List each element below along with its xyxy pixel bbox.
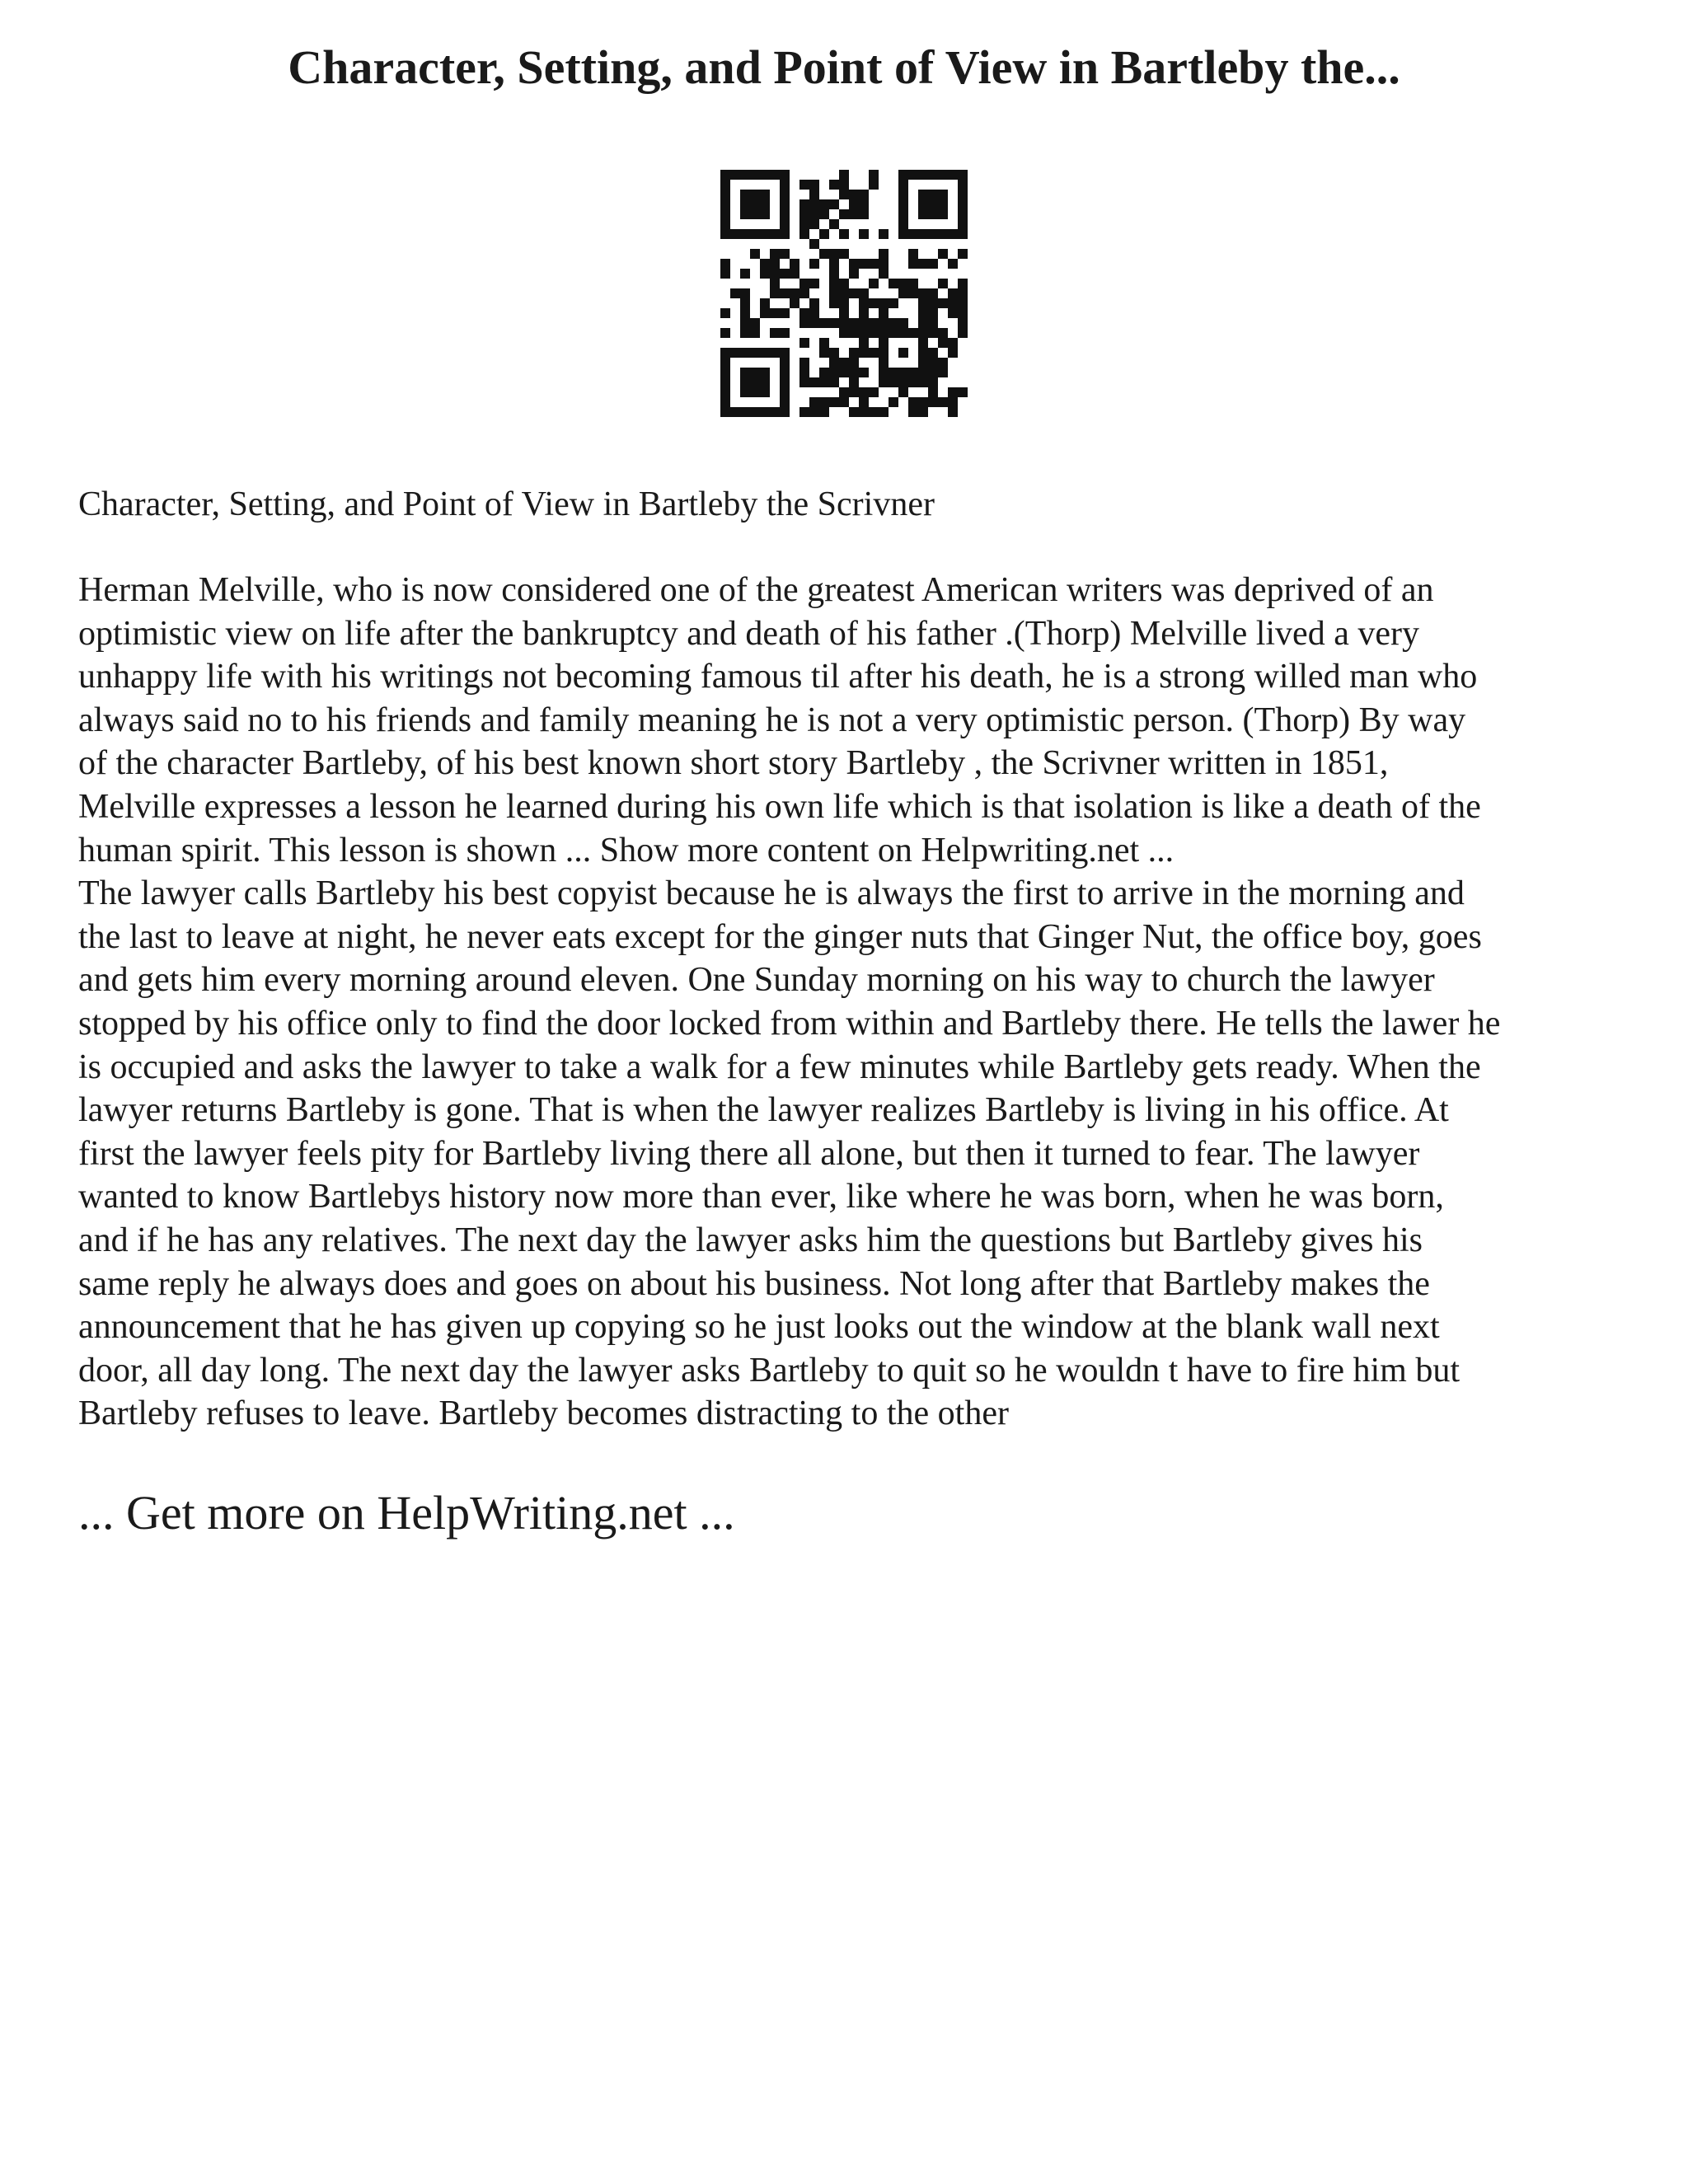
qr-module <box>849 348 859 358</box>
qr-module <box>859 298 869 308</box>
qr-module <box>948 407 958 417</box>
paragraph-1 <box>78 569 1628 872</box>
qr-module <box>780 308 790 318</box>
qr-module <box>829 279 839 288</box>
qr-module <box>859 308 869 318</box>
qr-module <box>760 298 770 308</box>
qr-module <box>770 288 780 298</box>
qr-module <box>829 180 839 190</box>
qr-module <box>809 180 819 190</box>
qr-module <box>948 259 958 269</box>
qr-module <box>809 397 819 407</box>
qr-code-icon <box>720 170 968 417</box>
qr-module <box>849 209 859 219</box>
qr-module <box>859 190 869 199</box>
qr-module <box>879 269 889 279</box>
qr-module <box>829 358 839 368</box>
qr-module <box>879 377 889 387</box>
qr-module <box>799 288 809 298</box>
qr-module <box>839 328 849 338</box>
qr-module <box>809 219 819 229</box>
qr-module <box>938 397 948 407</box>
qr-module <box>928 368 938 377</box>
qr-module <box>770 279 780 288</box>
qr-module <box>869 348 879 358</box>
qr-module <box>790 288 799 298</box>
qr-module <box>839 180 849 190</box>
qr-module <box>958 279 968 288</box>
qr-module <box>928 397 938 407</box>
qr-module <box>750 318 760 328</box>
qr-module <box>809 318 819 328</box>
qr-module <box>869 407 879 417</box>
qr-module <box>849 199 859 209</box>
qr-module <box>760 269 770 279</box>
qr-module <box>829 318 839 328</box>
qr-module <box>809 407 819 417</box>
qr-module <box>720 259 730 269</box>
qr-module <box>839 279 849 288</box>
qr-module <box>958 249 968 259</box>
qr-module <box>908 259 918 269</box>
qr-module <box>958 308 968 318</box>
qr-module <box>898 348 908 358</box>
qr-module <box>859 288 869 298</box>
paragraph-line: and if he has any relatives. The next day the lawyer asks him the questions but Bartleby gives his <box>78 1221 1423 1259</box>
qr-module <box>819 348 829 358</box>
qr-module <box>740 190 770 219</box>
qr-module <box>889 377 898 387</box>
qr-module <box>829 259 839 269</box>
qr-module <box>809 239 819 249</box>
qr-module <box>918 259 928 269</box>
document-subtitle: Character, Setting, and Point of View in Bartleby the Scrivner <box>78 485 935 523</box>
qr-module <box>928 358 938 368</box>
qr-module <box>859 209 869 219</box>
qr-module <box>869 170 879 180</box>
qr-module <box>948 348 958 358</box>
qr-module <box>780 249 790 259</box>
qr-module <box>780 288 790 298</box>
qr-module <box>839 368 849 377</box>
qr-module <box>918 308 928 318</box>
qr-module <box>790 259 799 269</box>
qr-module <box>829 199 839 209</box>
qr-module <box>809 190 819 199</box>
qr-module <box>849 259 859 269</box>
qr-module <box>849 190 859 199</box>
qr-module <box>918 377 928 387</box>
qr-module <box>839 308 849 318</box>
qr-module <box>958 387 968 397</box>
qr-module <box>760 308 770 318</box>
qr-module <box>908 407 918 417</box>
qr-module <box>849 269 859 279</box>
qr-module <box>809 377 819 387</box>
qr-module <box>918 407 928 417</box>
qr-module <box>720 328 730 338</box>
qr-module <box>958 288 968 298</box>
qr-module <box>780 269 790 279</box>
qr-module <box>780 328 790 338</box>
paragraph-line: lawyer returns Bartleby is gone. That is when the lawyer realizes Bartleby is living in his office. At <box>78 1091 1449 1130</box>
qr-module <box>859 318 869 328</box>
qr-module <box>849 368 859 377</box>
qr-module <box>928 308 938 318</box>
qr-module <box>849 377 859 387</box>
qr-module <box>770 269 780 279</box>
qr-module <box>859 259 869 269</box>
qr-module <box>829 269 839 279</box>
qr-module <box>839 397 849 407</box>
qr-module <box>849 328 859 338</box>
qr-module <box>918 318 928 328</box>
qr-module <box>829 368 839 377</box>
qr-module <box>839 298 849 308</box>
qr-module <box>819 249 829 259</box>
qr-module <box>809 308 819 318</box>
qr-module <box>799 358 809 368</box>
qr-module <box>889 318 898 328</box>
paragraph-line: same reply he always does and goes on about his business. Not long after that Bartleby makes the <box>78 1264 1430 1303</box>
qr-module <box>839 358 849 368</box>
qr-module <box>928 259 938 269</box>
qr-module <box>938 298 948 308</box>
qr-module <box>799 229 809 239</box>
qr-module <box>859 229 869 239</box>
qr-module <box>908 249 918 259</box>
qr-module <box>819 209 829 219</box>
qr-module <box>869 298 879 308</box>
qr-module <box>908 279 918 288</box>
paragraph-line: human spirit. This lesson is shown ... Show more content on Helpwriting.net ... <box>78 831 1175 869</box>
qr-module <box>770 259 780 269</box>
qr-module <box>799 180 809 190</box>
qr-module <box>740 288 750 298</box>
qr-module <box>889 279 898 288</box>
qr-module <box>879 318 889 328</box>
qr-module <box>829 249 839 259</box>
paragraph-line: the last to leave at night, he never eats except for the ginger nuts that Ginger Nut, the office boy, goes <box>78 917 1482 956</box>
qr-module <box>770 328 780 338</box>
paragraph-line: The lawyer calls Bartleby his best copyist because he is always the first to arrive in the morning and <box>78 874 1465 913</box>
qr-module <box>839 209 849 219</box>
qr-module <box>948 308 958 318</box>
qr-module <box>839 249 849 259</box>
qr-module <box>898 377 908 387</box>
qr-module <box>928 348 938 358</box>
qr-module <box>908 377 918 387</box>
qr-module <box>928 387 938 397</box>
qr-module <box>750 328 760 338</box>
qr-module <box>918 298 928 308</box>
qr-module <box>948 288 958 298</box>
qr-module <box>740 298 750 308</box>
qr-module <box>879 229 889 239</box>
qr-module <box>750 249 760 259</box>
qr-module <box>799 377 809 387</box>
qr-module <box>839 288 849 298</box>
qr-module <box>859 348 869 358</box>
qr-module <box>928 328 938 338</box>
qr-module <box>799 209 809 219</box>
qr-module <box>849 318 859 328</box>
qr-module <box>740 368 770 397</box>
qr-code <box>720 170 968 417</box>
get-more-link[interactable]: ... Get more on HelpWriting.net ... <box>78 1486 735 1540</box>
qr-module <box>869 328 879 338</box>
qr-module <box>819 397 829 407</box>
qr-module <box>918 397 928 407</box>
paragraph-line: Herman Melville, who is now considered one of the greatest American writers was deprived of an <box>78 571 1434 609</box>
qr-module <box>879 407 889 417</box>
qr-module <box>819 368 829 377</box>
qr-module <box>859 338 869 348</box>
qr-module <box>740 328 750 338</box>
qr-module <box>819 229 829 239</box>
qr-module <box>918 288 928 298</box>
qr-module <box>859 387 869 397</box>
document-body <box>78 569 1628 1436</box>
paragraph-line: first the lawyer feels pity for Bartleby living there all alone, but then it turned to fear. The lawyer <box>78 1134 1420 1173</box>
qr-module <box>740 308 750 318</box>
qr-module <box>799 199 809 209</box>
qr-module <box>958 328 968 338</box>
qr-module <box>948 298 958 308</box>
paragraph-line: of the character Bartleby, of his best known short story Bartleby , the Scrivner written in 1851, <box>78 744 1389 783</box>
qr-module <box>859 368 869 377</box>
qr-module <box>938 279 948 288</box>
qr-module <box>720 269 730 279</box>
paragraph-line: stopped by his office only to find the door locked from within and Bartleby there. He tells the lawer he <box>78 1004 1501 1043</box>
qr-module <box>938 249 948 259</box>
qr-module <box>928 377 938 387</box>
qr-module <box>799 368 809 377</box>
paragraph-2 <box>78 872 1628 1436</box>
qr-module <box>809 199 819 209</box>
paragraph-line: unhappy life with his writings not becoming famous til after his death, he is a strong willed man who <box>78 658 1478 696</box>
qr-module <box>938 338 948 348</box>
qr-module <box>819 407 829 417</box>
qr-module <box>928 298 938 308</box>
qr-module <box>908 397 918 407</box>
qr-module <box>879 298 889 308</box>
qr-module <box>829 298 839 308</box>
qr-module <box>849 387 859 397</box>
paragraph-line: optimistic view on life after the bankruptcy and death of his father .(Thorp) Melville lived a very <box>78 614 1419 653</box>
qr-module <box>869 318 879 328</box>
qr-module <box>799 407 809 417</box>
qr-module <box>799 279 809 288</box>
qr-module <box>770 249 780 259</box>
paragraph-line: Bartleby refuses to leave. Bartleby becomes distracting to the other <box>78 1394 1009 1433</box>
qr-module <box>938 358 948 368</box>
qr-module <box>799 308 809 318</box>
qr-module <box>849 407 859 417</box>
qr-module <box>849 358 859 368</box>
qr-module <box>938 368 948 377</box>
qr-module <box>799 338 809 348</box>
qr-module <box>790 298 799 308</box>
qr-module <box>770 308 780 318</box>
document-title: Character, Setting, and Point of View in Bartleby the... <box>288 40 1400 94</box>
qr-module <box>839 318 849 328</box>
qr-module <box>958 318 968 328</box>
qr-module <box>790 269 799 279</box>
qr-module <box>879 259 889 269</box>
qr-module <box>889 298 898 308</box>
qr-module <box>799 318 809 328</box>
qr-module <box>799 219 809 229</box>
qr-module <box>829 288 839 298</box>
qr-module <box>948 338 958 348</box>
qr-module <box>869 259 879 269</box>
qr-module <box>859 397 869 407</box>
qr-module <box>869 180 879 190</box>
qr-module <box>839 387 849 397</box>
qr-module <box>898 279 908 288</box>
paragraph-line: wanted to know Bartlebys history now more than ever, like where he was born, when he was born, <box>78 1178 1444 1216</box>
qr-module <box>829 397 839 407</box>
paragraph-line: door, all day long. The next day the lawyer asks Bartleby to quit so he wouldn t have to fire him but <box>78 1351 1461 1390</box>
qr-module <box>740 318 750 328</box>
qr-module <box>918 190 948 219</box>
qr-module <box>859 328 869 338</box>
qr-module <box>760 259 770 269</box>
qr-module <box>879 308 889 318</box>
qr-module <box>859 407 869 417</box>
paragraph-line: always said no to his friends and family meaning he is not a very optimistic person. (Thorp) By way <box>78 701 1466 739</box>
qr-module <box>879 249 889 259</box>
qr-module <box>819 318 829 328</box>
qr-module <box>829 348 839 358</box>
qr-module <box>839 170 849 180</box>
qr-module <box>869 279 879 288</box>
qr-module <box>809 298 819 308</box>
qr-module <box>908 288 918 298</box>
qr-module <box>819 377 829 387</box>
qr-module <box>898 387 908 397</box>
qr-module <box>869 387 879 397</box>
qr-module <box>720 308 730 318</box>
qr-module <box>849 288 859 298</box>
qr-module <box>928 288 938 298</box>
qr-module <box>928 318 938 328</box>
paragraph-line: and gets him every morning around eleven. One Sunday morning on his way to church the lawyer <box>78 961 1435 1000</box>
qr-module <box>809 209 819 219</box>
qr-module <box>809 259 819 269</box>
qr-module <box>829 219 839 229</box>
qr-module <box>829 377 839 387</box>
qr-module <box>938 328 948 338</box>
qr-module <box>898 288 908 298</box>
qr-module <box>889 397 898 407</box>
paragraph-line: Melville expresses a lesson he learned during his own life which is that isolation is like a death of the <box>78 787 1481 826</box>
qr-module <box>730 288 740 298</box>
qr-module <box>898 318 908 328</box>
qr-module <box>948 387 958 397</box>
qr-module <box>958 298 968 308</box>
qr-module <box>740 269 750 279</box>
qr-module <box>948 397 958 407</box>
qr-module <box>809 279 819 288</box>
qr-module <box>819 338 829 348</box>
paragraph-line: is occupied and asks the lawyer to take a walk for a few minutes while Bartleby gets ready. When the <box>78 1047 1481 1086</box>
paragraph-line: announcement that he has given up copying so he just looks out the window at the blank wall next <box>78 1308 1440 1347</box>
qr-module <box>819 199 829 209</box>
qr-module <box>859 199 869 209</box>
qr-module <box>839 190 849 199</box>
qr-module <box>839 229 849 239</box>
